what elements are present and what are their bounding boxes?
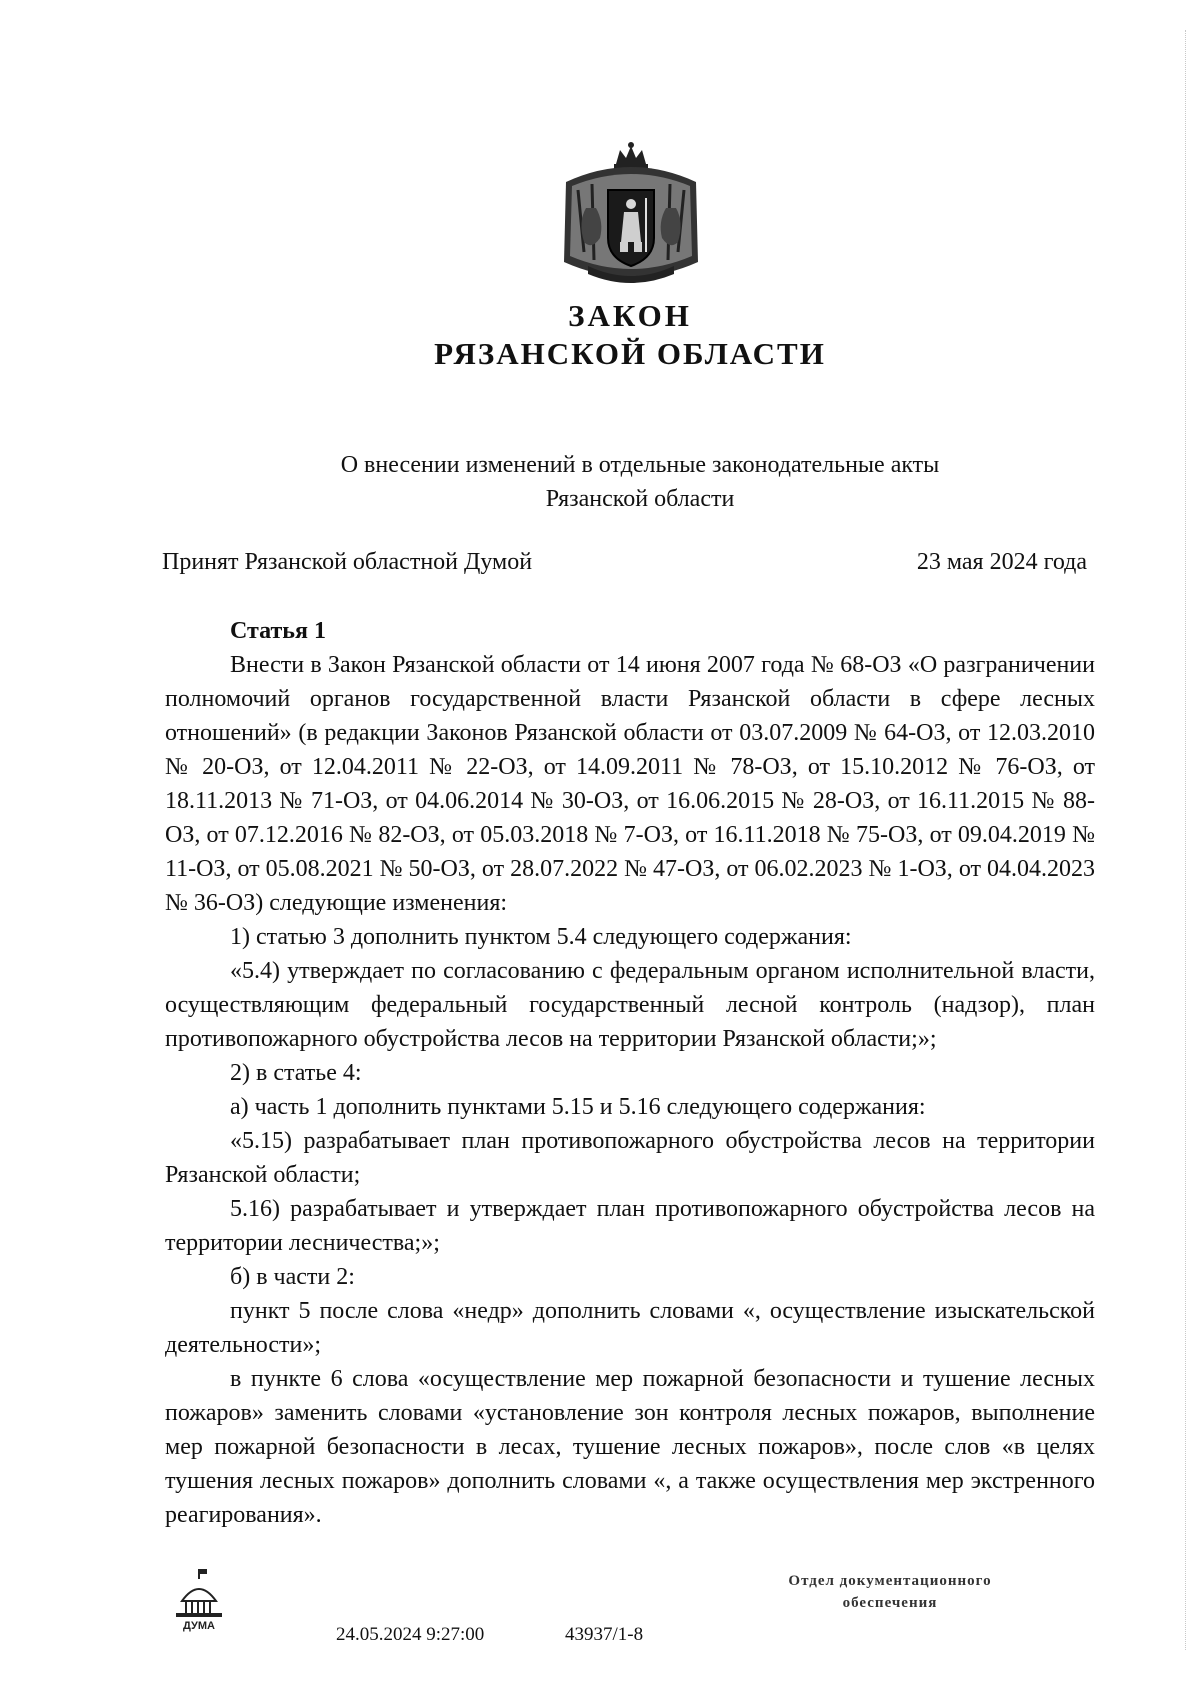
adoption-row [162, 549, 1087, 576]
law-subject-line2: Рязанской области [545, 486, 735, 512]
scan-edge-line [1184, 30, 1186, 1650]
article-paragraph: Внести в Закон Рязанской области от 14 июня 2007 года № 68-ОЗ «О разграничении полномочий органов государственной власти Рязанской области в сфере лесных отношений» (в редакции Законов Рязанской области от 03.07.2009 № 64-ОЗ, от 12.03.2010 № 20-ОЗ, от 12.04.2011 № 22-ОЗ, от 14.09.2011 № 78-ОЗ, от 15.10.2012 № 76-ОЗ, от 18.11.2013 № 71-ОЗ, от 04.06.2014 № 30-ОЗ, от 16.06.2015 № 28-ОЗ, от 16.11.2015 № 88-ОЗ, от 07.12.2016 № 82-ОЗ, от 05.03.2018 № 7-ОЗ, от 16.11.2018 № 75-ОЗ, от 09.04.2019 № 11-ОЗ, от 05.08.2021 № 50-ОЗ, от 28.07.2022 № 47-ОЗ, от 06.02.2023 № 1-ОЗ, от 04.04.2023 № 36-ОЗ) следующие изменения: [165, 652, 1095, 916]
registration-number: 43937/1-8 [565, 1624, 644, 1645]
registration-timestamp: 24.05.2024 9:27:00 [336, 1624, 485, 1645]
department-stamp [730, 1570, 1050, 1614]
duma-logo-text: ДУМА [183, 1620, 215, 1632]
article-heading: Статья 1 [230, 618, 326, 644]
stamp-line2: обеспечения [842, 1595, 938, 1611]
article-body [165, 614, 1095, 1532]
stamp-line1: Отдел документационного [788, 1573, 992, 1589]
article-paragraph: а) часть 1 дополнить пунктами 5.15 и 5.16 следующего содержания: [230, 1094, 926, 1120]
ryazan-coat-of-arms-icon [548, 142, 714, 292]
law-title: ЗАКОН [568, 298, 692, 333]
article-paragraph: б) в части 2: [230, 1264, 355, 1290]
article-paragraph: «5.15) разрабатывает план противопожарного обустройства лесов на территории Рязанской области; [165, 1128, 1095, 1188]
adoption-date: 23 мая 2024 года [916, 549, 1087, 575]
article-paragraph: «5.4) утверждает по согласованию с федеральным органом исполнительной власти, осуществляющим федеральный государственный лесной контроль (надзор), план противопожарного обустройства лесов на территории Рязанской области;»; [165, 958, 1095, 1052]
article-paragraph: 2) в статье 4: [230, 1060, 362, 1086]
law-region-title: РЯЗАНСКОЙ ОБЛАСТИ [434, 336, 826, 371]
article-paragraph: 5.16) разрабатывает и утверждает план противопожарного обустройства лесов на территории лесничества;»; [165, 1196, 1095, 1256]
duma-logo-icon [172, 1567, 226, 1633]
adopted-by: Принят Рязанской областной Думой [162, 549, 533, 575]
article-paragraph: 1) статью 3 дополнить пунктом 5.4 следующего содержания: [230, 924, 852, 950]
law-subject-line1: О внесении изменений в отдельные законодательные акты [340, 452, 940, 478]
article-paragraph: пункт 5 после слова «недр» дополнить словами «, осуществление изыскательской деятельности»; [165, 1298, 1095, 1358]
law-subject [200, 448, 1080, 516]
article-paragraph: в пункте 6 слова «осуществление мер пожарной безопасности и тушение лесных пожаров» заменить словами «установление зон контроля лесных пожаров, выполнение мер пожарной безопасности в лесах, тушение лесных пожаров», после слов «в целях тушения лесных пожаров» дополнить словами «, а также осуществления мер экстренного реагирования». [165, 1366, 1095, 1528]
